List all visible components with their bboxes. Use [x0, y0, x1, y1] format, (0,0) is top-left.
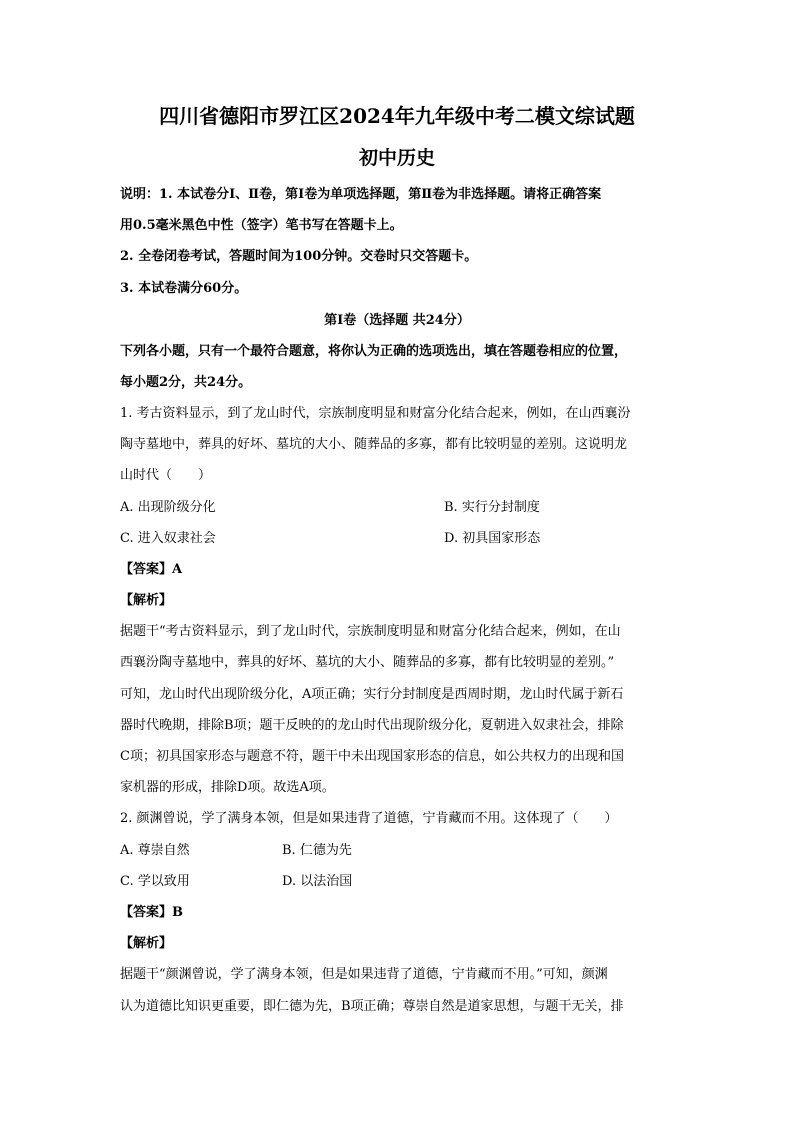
instruction-line-1: 说明：1. 本试卷分Ⅰ、Ⅱ卷，第Ⅰ卷为单项选择题，第Ⅱ卷为非选择题。请将正确答案	[120, 187, 602, 202]
q1-option-a: A. 出现阶级分化	[120, 500, 216, 515]
instruction-line-3: 2. 全卷闭卷考试，答题时间为100分钟。交卷时只交答题卡。	[120, 249, 478, 264]
q1-analysis-6: 家机器的形成，排除D项。故选A项。	[120, 780, 335, 795]
section-heading: 第Ⅰ卷（选择题 共24分）	[324, 313, 470, 328]
exam-subtitle: 初中历史	[358, 147, 435, 169]
q1-stem-1: 1. 考古资料显示，到了龙山时代，宗族制度明显和财富分化结合起来，例如，在山西襄汾	[120, 406, 631, 421]
q1-option-d: D. 初具国家形态	[444, 531, 541, 546]
q1-analysis-label: 【解析】	[120, 593, 173, 608]
q2-analysis-2: 认为道德比知识更重要，即仁德为先，B项正确；尊崇自然是道家思想，与题干无关，排	[120, 999, 624, 1014]
section-intro-1: 下列各小题，只有一个最符合题意，将你认为正确的选项选出，填在答题卷相应的位置，	[120, 344, 628, 359]
q1-option-b: B. 实行分封制度	[444, 500, 540, 515]
q2-answer: 【答案】B	[120, 905, 183, 920]
q1-analysis-1: 据题干“考古资料显示，到了龙山时代，宗族制度明显和财富分化结合起来，例如，在山	[120, 624, 621, 639]
q1-option-c: C. 进入奴隶社会	[120, 531, 216, 546]
q2-analysis-label: 【解析】	[120, 936, 173, 951]
section-intro-2: 每小题2分，共24分。	[120, 375, 252, 390]
q1-analysis-2: 西襄汾陶寺墓地中，葬具的好坏、墓坑的大小、随葬品的多寡，都有比较明显的差别。”	[120, 655, 615, 670]
q1-stem-2: 陶寺墓地中，葬具的好坏、墓坑的大小、随葬品的多寡，都有比较明显的差别。这说明龙	[120, 437, 628, 452]
q2-option-c: C. 学以致用	[120, 874, 190, 889]
q1-answer: 【答案】A	[120, 562, 183, 577]
q2-analysis-1: 据题干“颜渊曾说，学了满身本领，但是如果违背了道德，宁肯藏而不用。”可知，颜渊	[120, 967, 608, 982]
q1-analysis-5: C项；初具国家形态与题意不符，题干中未出现国家形态的信息，如公共权力的出现和国	[120, 749, 624, 764]
q1-analysis-3: 可知，龙山时代出现阶级分化，A项正确；实行分封制度是西周时期，龙山时代属于新石	[120, 687, 624, 702]
q2-option-a: A. 尊崇自然	[120, 843, 190, 858]
instruction-line-2: 用0.5毫米黑色中性（签字）笔书写在答题卡上。	[120, 218, 403, 233]
instruction-line-4: 3. 本试卷满分60分。	[120, 281, 248, 296]
exam-title: 四川省德阳市罗江区2024年九年级中考二模文综试题	[159, 104, 635, 128]
q1-analysis-4: 器时代晚期，排除B项；题干反映的的龙山时代出现阶级分化，夏朝进入奴隶社会，排除	[120, 718, 624, 733]
q1-stem-3: 山时代（ ）	[120, 468, 212, 483]
q2-option-b: B. 仁德为先	[282, 843, 352, 858]
q2-stem-1: 2. 颜渊曾说，学了满身本领，但是如果违背了道德，宁肯藏而不用。这体现了（ ）	[120, 811, 618, 826]
q2-option-d: D. 以法治国	[282, 874, 353, 889]
